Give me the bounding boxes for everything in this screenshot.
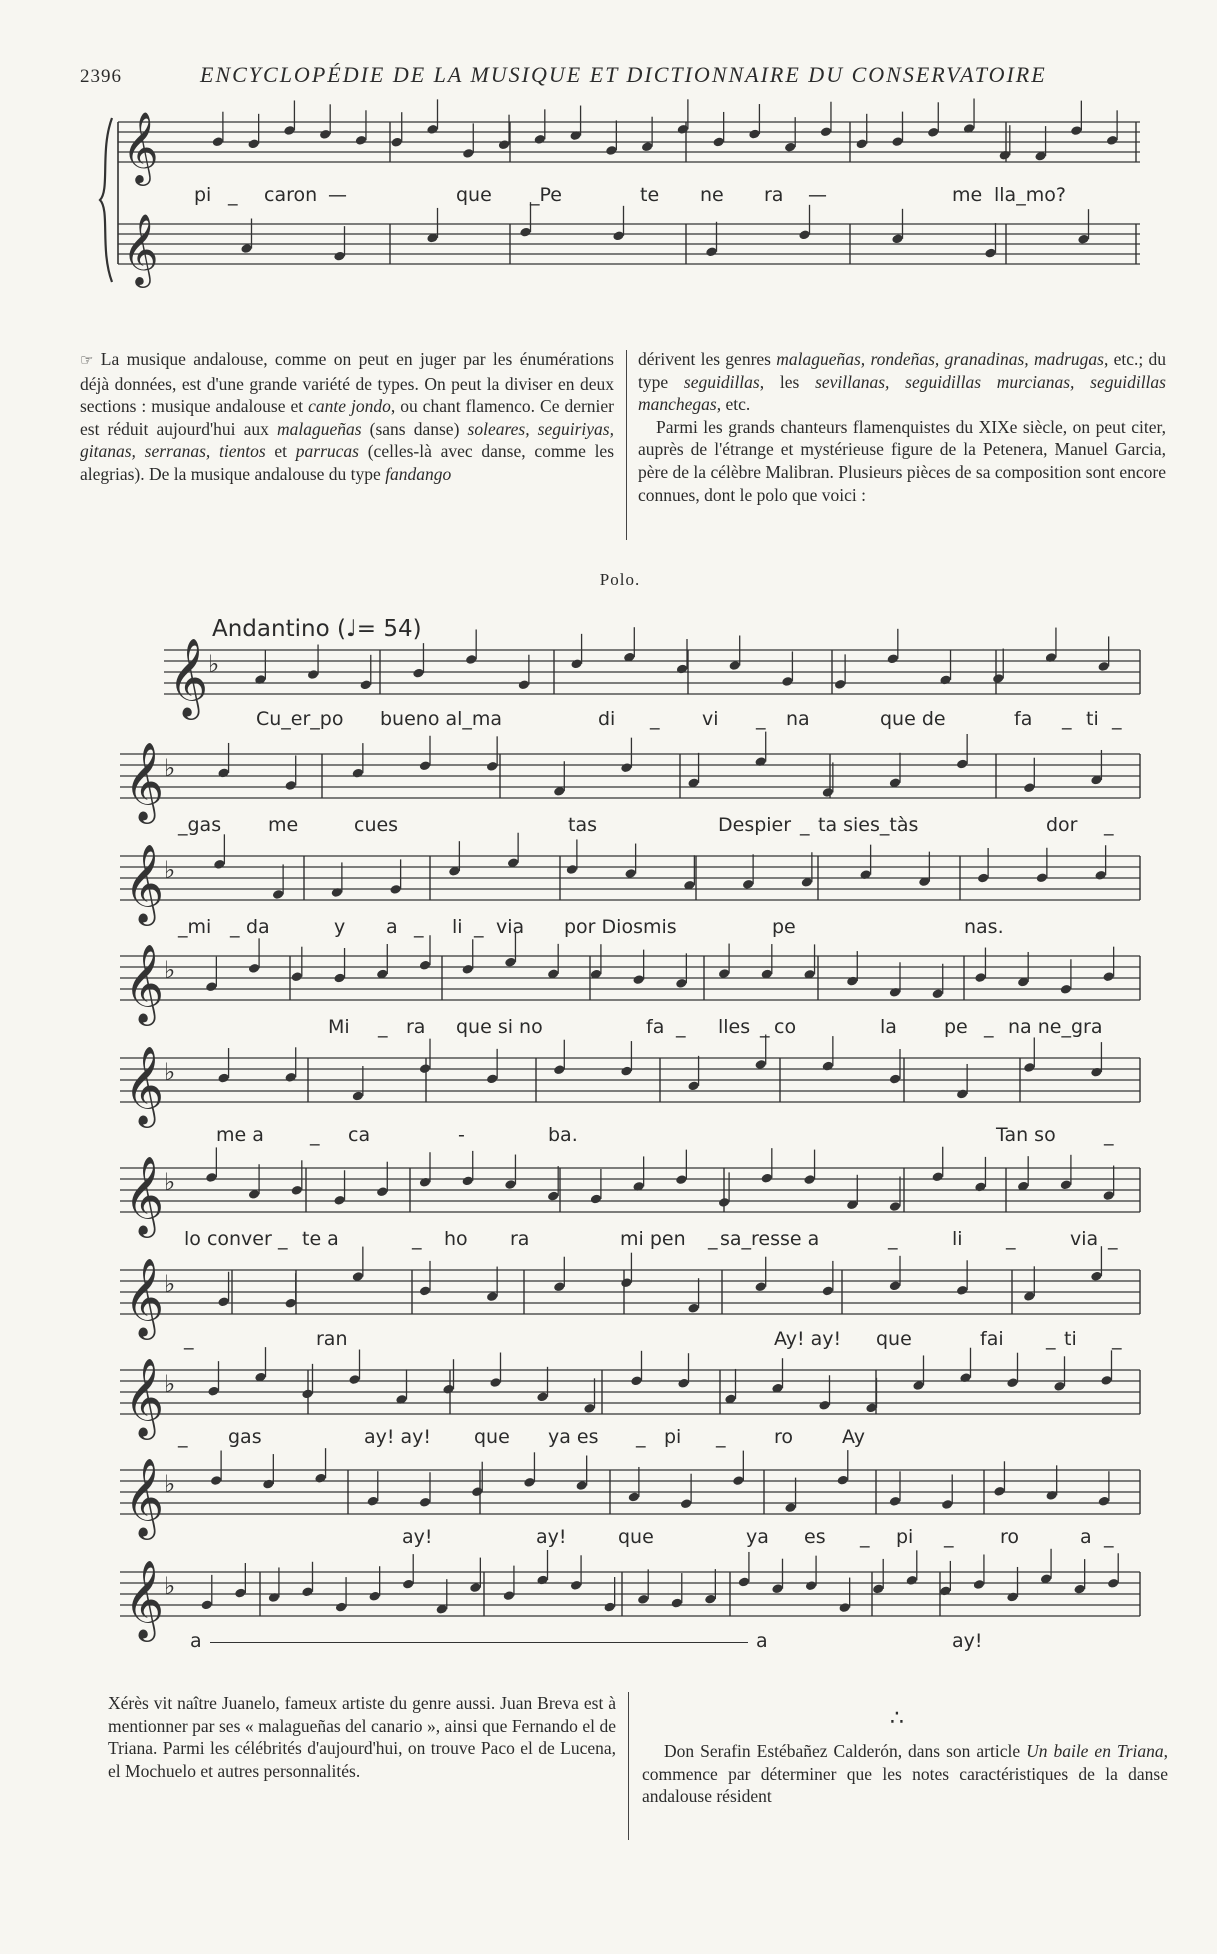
lyric: _gas (178, 814, 222, 836)
lyric: ba. (548, 1124, 578, 1146)
lyric: _ (412, 1228, 422, 1250)
staff (120, 1370, 1140, 1414)
lyric: _ (650, 708, 660, 730)
treble-clef: 𝄞 (124, 742, 165, 821)
brace (100, 118, 112, 282)
lyric: la (880, 1016, 897, 1038)
text-run-italic: seguidillas (683, 371, 760, 392)
lyric: Despier (718, 814, 792, 836)
text-run-italic: sevillanas, seguidillas murcianas, seguidillas manchegas (638, 371, 1166, 415)
lyric: que (876, 1328, 912, 1350)
flat-key-signature: ♭ (164, 1270, 176, 1298)
paragraph-bottom-right (642, 1740, 1168, 1808)
flat-key-signature: ♭ (164, 1572, 176, 1600)
lyric: sa_resse a (720, 1228, 820, 1250)
text-run: , etc.; du type (638, 349, 1166, 392)
flat-key-signature: ♭ (164, 856, 176, 884)
text-run: dérivent les genres (638, 349, 777, 369)
lyric: ne (700, 184, 724, 206)
text-run: (celles-là avec danse, comme les alegrias). De la musique andalouse du type (80, 441, 615, 484)
lyric: ho (444, 1228, 468, 1250)
lyric: y (334, 916, 346, 938)
lyric-extender (210, 1642, 748, 1643)
flat-key-signature: ♭ (164, 1370, 176, 1398)
polo-title: Polo. (599, 570, 641, 589)
lyric: pi (896, 1526, 914, 1548)
text-run: (sans danse) (361, 418, 468, 439)
lyric: a (756, 1630, 768, 1652)
lyric: — (328, 184, 347, 206)
lyric: di (598, 708, 616, 730)
lyric: bueno al_ma (380, 708, 503, 730)
lyric: na ne_gra (1008, 1016, 1103, 1038)
lyric: - (458, 1124, 465, 1146)
lyric: ay! ay! (364, 1426, 432, 1448)
treble-clef: 𝄞 (124, 1046, 165, 1125)
lyric: pe (944, 1016, 968, 1038)
lyric: _ (310, 1124, 320, 1146)
section-separator: ∴ (890, 1706, 904, 1731)
treble-clef: 𝄞 (124, 1560, 165, 1639)
tempo-marking: Andantino (♩= 54) (212, 616, 422, 642)
lyric: ra (510, 1228, 530, 1250)
lyric: que si no (456, 1016, 543, 1038)
treble-clef: 𝄞 (122, 212, 159, 285)
lyric: lla_mo? (994, 184, 1066, 206)
lyric: li (952, 1228, 963, 1250)
lyric: ti (1086, 708, 1099, 730)
text-run: et (265, 441, 296, 462)
text-run: , les (759, 371, 816, 392)
lyric: _ (1104, 814, 1114, 836)
lyric: Ay! ay! (774, 1328, 842, 1350)
lyric: _ (800, 814, 810, 836)
lyric: _ (888, 1228, 898, 1250)
lyric: caron (264, 184, 318, 206)
lyric: via (1070, 1228, 1099, 1250)
flat-key-signature: ♭ (164, 754, 176, 782)
lyric: vi (702, 708, 719, 730)
lyric: _ (636, 1426, 646, 1448)
lyric: ro (1000, 1526, 1020, 1548)
lyric: a (386, 916, 398, 938)
lyric: ro (774, 1426, 794, 1448)
lyric: mi pen (620, 1228, 686, 1250)
lyric: fa (646, 1016, 665, 1038)
lyric: te (640, 184, 660, 206)
lyric: via (496, 916, 525, 938)
treble-clef: 𝄞 (124, 844, 165, 923)
lyric: _ (1104, 1124, 1114, 1146)
running-title: ENCYCLOPÉDIE DE LA MUSIQUE ET DICTIONNAIRE DU CONSERVATOIRE (200, 62, 1047, 87)
lyric: _ (230, 916, 240, 938)
lyric: gas (228, 1426, 262, 1448)
treble-clef: 𝄞 (124, 1458, 165, 1537)
lyric: dor (1046, 814, 1078, 836)
lyric: me (268, 814, 299, 836)
lyric: _ (1108, 1228, 1118, 1250)
lyric: que (618, 1526, 654, 1548)
lyric: _ (708, 1228, 718, 1250)
lyric: fa (1014, 708, 1033, 730)
lyric: _ (278, 1228, 288, 1250)
lyric: cues (354, 814, 399, 836)
flat-key-signature: ♭ (164, 1470, 176, 1498)
text-run-italic: parrucas (295, 441, 359, 462)
flat-key-signature: ♭ (208, 650, 220, 678)
lyric: que (474, 1426, 510, 1448)
staff (120, 1058, 1140, 1102)
lyric: por Diosmis (564, 916, 677, 938)
text-run-italic: malagueñas (276, 418, 362, 439)
lyric: na (786, 708, 810, 730)
lyric: _ (1046, 1328, 1056, 1350)
lyric: ya es (548, 1426, 599, 1448)
lyric: ra (764, 184, 784, 206)
paragraph-bottom-left-text: Xérès vit naître Juanelo, fameux artiste du genre aussi. Juan Breva est à mentionner par ses « malagueñas del canario », ainsi que Fernando el de Triana. Parmi les célébrités d'aujourd'hui, on trouve Paco el de Lucena, el Mochuelo et autres personnalités. (108, 1693, 616, 1781)
lyric: _ (676, 1016, 686, 1038)
lyric: te a (302, 1228, 339, 1250)
lyric: — (808, 184, 827, 206)
treble-clef: 𝄞 (122, 110, 159, 183)
lyric: _ (760, 1016, 770, 1038)
text-run-italic: fandango (385, 463, 452, 484)
flat-key-signature: ♭ (164, 956, 176, 984)
lyric: a (190, 1630, 202, 1652)
paragraph-right-2: Parmi les grands chanteurs flamenquistes du XIXe siècle, on peut citer, auprès de l'étrange et mystérieuse figure de la Petenera, Manuel Garcia, père de la célèbre Malibran. Plusieurs pièces de sa composition sont encore connues, dont le polo que voici : (638, 416, 1166, 505)
lyric: _ (984, 1016, 994, 1038)
lyric: ya (746, 1526, 769, 1548)
text-run-italic: Un baile en Triana (1026, 1741, 1164, 1761)
text-run-italic: soleares, seguiriyas, gitanas, serranas, tientos (80, 418, 614, 462)
lyric: _ (860, 1526, 870, 1548)
text-run: Don Serafin Estébañez Calderón, dans son article (664, 1741, 1027, 1761)
staff (120, 1270, 1140, 1314)
lyric: Ay (842, 1426, 865, 1448)
lyric: co (774, 1016, 797, 1038)
text-run-italic: cante jondo (308, 396, 391, 417)
lyric: Tan so (996, 1124, 1056, 1146)
treble-clef: 𝄞 (124, 1358, 165, 1437)
lyric: _ (178, 1426, 188, 1448)
lyric: que de (880, 708, 946, 730)
flat-key-signature: ♭ (164, 1168, 176, 1196)
text-run: , etc. (716, 394, 751, 415)
text-run: , ou chant flamenco. Ce dernier est réduit aujourd'hui aux (80, 396, 614, 439)
treble-clef: 𝄞 (124, 1156, 165, 1235)
lyric: Cu_er_po (256, 708, 344, 730)
lyric: pe (772, 916, 796, 938)
lyric: fai (980, 1328, 1004, 1350)
lyric: ta sies_tàs (818, 814, 919, 836)
lyric: me a (216, 1124, 264, 1146)
lyric: _ (414, 916, 424, 938)
lyric: da (246, 916, 270, 938)
lyric: _ (184, 1328, 194, 1350)
lyric: _ (1112, 1328, 1122, 1350)
lyric: lles (718, 1016, 751, 1038)
staff (120, 956, 1140, 1000)
lyric: _ (716, 1426, 726, 1448)
paragraph-right (638, 348, 1166, 506)
column-divider (626, 350, 627, 540)
lyric: _ (756, 708, 766, 730)
lyric: _ (474, 916, 484, 938)
lyric: _mi (178, 916, 212, 938)
staff (118, 224, 1140, 264)
treble-clef: 𝄞 (124, 1258, 165, 1337)
text-run: La musique andalouse, comme on peut en juger par les énumérations déjà données, est d'une grande variété de types. On peut la diviser en deux sections : musique andalouse et (80, 349, 614, 417)
page-number: 2396 (80, 66, 122, 87)
text-run: , commence par déterminer que les notes caractéristiques de la danse andalouse résident (642, 1741, 1168, 1807)
lyric: _ (1112, 708, 1122, 730)
lyric: Mi (328, 1016, 350, 1038)
staff (118, 122, 1140, 162)
lyric: _ (228, 184, 238, 206)
lyric: _ (378, 1016, 388, 1038)
lyric: ay! (536, 1526, 567, 1548)
lyric: pi (194, 184, 212, 206)
staff (120, 1168, 1140, 1212)
paragraph-bottom-left (108, 1692, 616, 1782)
lyric: que (456, 184, 492, 206)
treble-clef: 𝄞 (168, 638, 209, 717)
text-run-italic: malagueñas, rondeñas, granadinas, madrugas (776, 349, 1104, 369)
lyric: lo conver (184, 1228, 272, 1250)
lyric: pi (664, 1426, 682, 1448)
lyric: _ (1006, 1228, 1016, 1250)
lyric: nas. (964, 916, 1004, 938)
column-divider (628, 1692, 629, 1840)
flat-key-signature: ♭ (164, 1058, 176, 1086)
treble-clef: 𝄞 (124, 944, 165, 1023)
lyric: ca (348, 1124, 371, 1146)
lyric: ti (1064, 1328, 1077, 1350)
lyric: a (1080, 1526, 1092, 1548)
lyric: li (452, 916, 463, 938)
lyric: _Pe (530, 184, 562, 206)
lyric: me (952, 184, 983, 206)
lyric: es (804, 1526, 826, 1548)
lyric: tas (568, 814, 597, 836)
paragraph-left: ☞ La musique andalouse, comme on peut en juger par les énumérations déjà données, est d'une grande variété de types. On peut la diviser en deux sections : musique andalouse et cante jondo, ou chant flamenco. Ce dernier est réduit aujourd'hui aux malagueñas (sans danse) soleares, seguiriyas, gitanas, serranas, tientos et parrucas (celles-là avec danse, comme les alegrias). De la musique andalouse du type fandango (80, 349, 615, 484)
lyric: ay! (952, 1630, 983, 1652)
lyric: _ (1104, 1526, 1114, 1548)
lyric: ay! (402, 1526, 433, 1548)
lyric: ra (406, 1016, 426, 1038)
lyric: _ (944, 1526, 954, 1548)
staff (120, 754, 1140, 798)
lyric: ran (316, 1328, 348, 1350)
lyric: _ (1062, 708, 1072, 730)
